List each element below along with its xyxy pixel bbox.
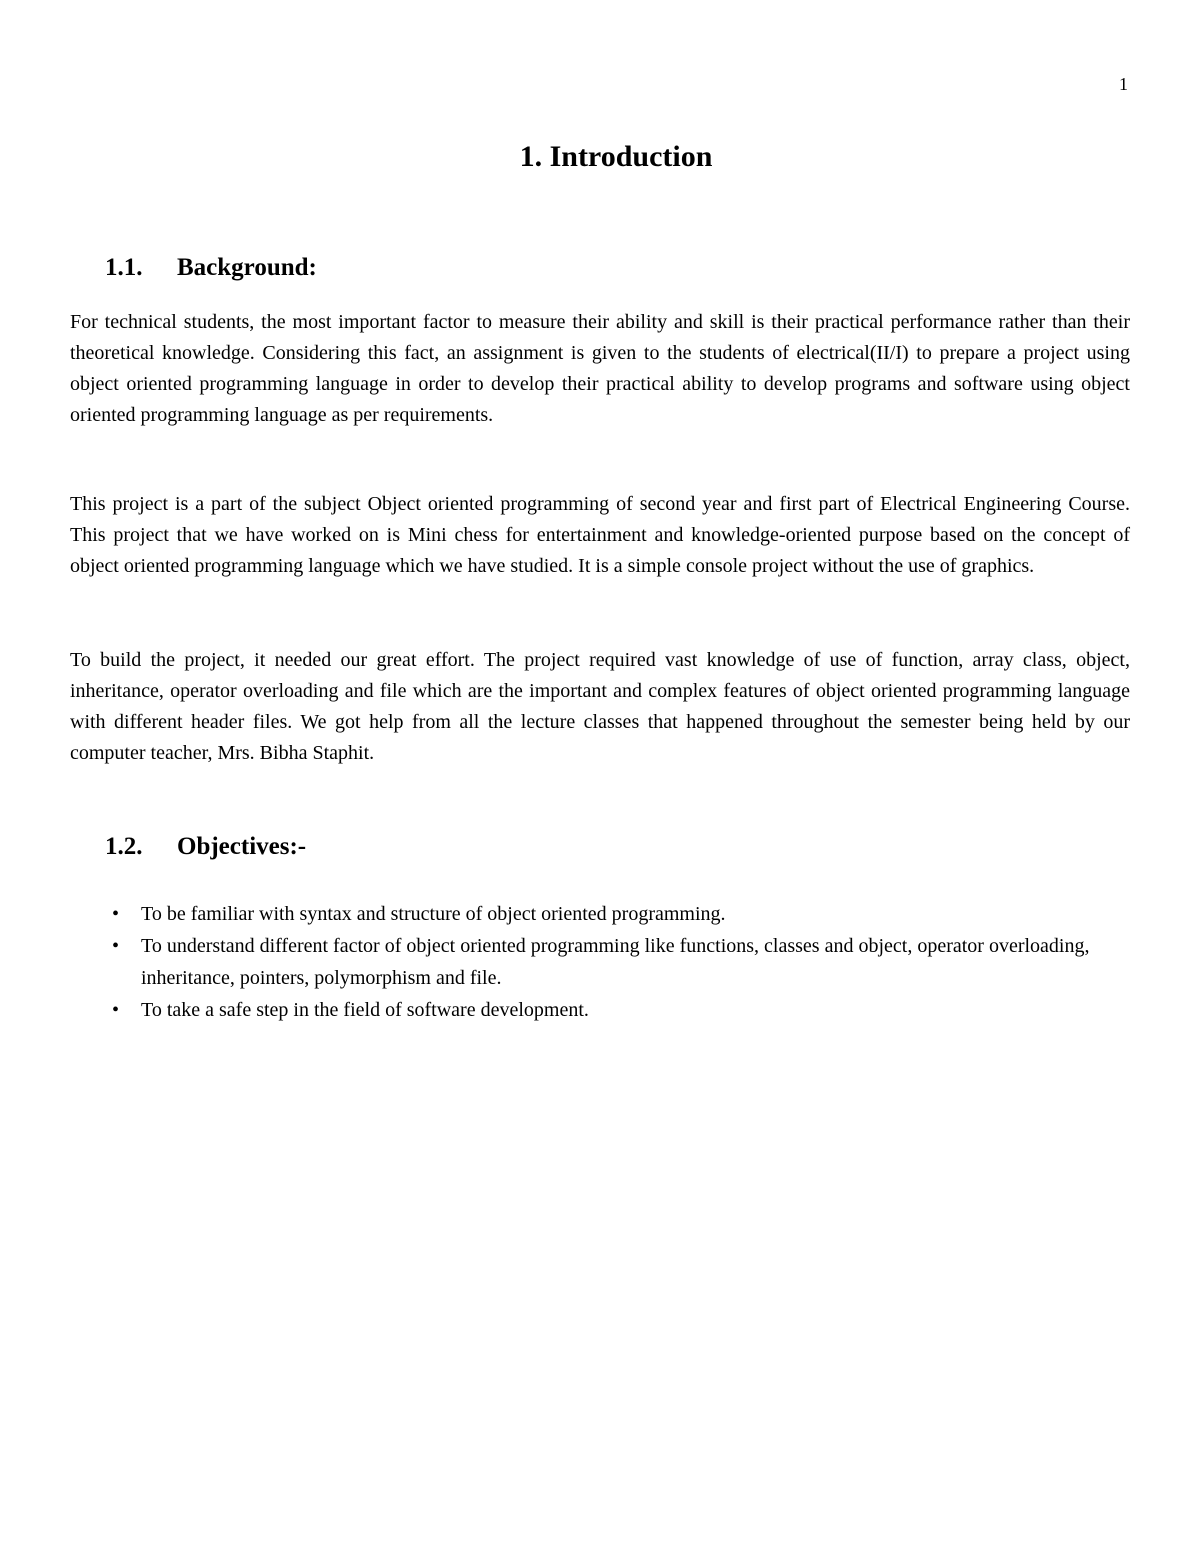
list-item bbox=[70, 930, 1130, 994]
section-heading-background bbox=[105, 254, 317, 282]
objectives-list bbox=[70, 898, 1130, 1026]
list-item-text: To be familiar with syntax and structure of object oriented programming. bbox=[141, 903, 726, 925]
chapter-title: 1. Introduction bbox=[519, 140, 713, 173]
background-paragraph-1: For technical students, the most important factor to measure their ability and skill is their practical performance rather than their theoretical knowledge. Considering this fact, an assignment is given to the students of electrical(II/I) to prepare a project using object oriented programming language in order to develop their practical ability to develop programs and software using object oriented programming language as per requirements. bbox=[70, 311, 1130, 426]
section-number: 1.1. bbox=[105, 254, 143, 281]
list-item bbox=[70, 898, 1130, 930]
section-number: 1.2. bbox=[105, 833, 143, 860]
page-number: 1 bbox=[1119, 74, 1128, 94]
list-item-text: To understand different factor of object oriented programming like functions, classes and object, operator overloading, inheritance, pointers, polymorphism and file. bbox=[141, 935, 1090, 989]
section-title: Objectives:- bbox=[177, 833, 307, 860]
background-paragraph-2: This project is a part of the subject Object oriented programming of second year and first part of Electrical Engineering Course. This project that we have worked on is Mini chess for entertainment and knowledge-oriented purpose based on the concept of object oriented programming language which we have studied. It is a simple console project without the use of graphics. bbox=[70, 493, 1130, 577]
bullet-icon: • bbox=[112, 935, 120, 957]
list-item bbox=[70, 994, 1130, 1026]
bullet-icon: • bbox=[112, 903, 120, 925]
bullet-icon: • bbox=[112, 999, 120, 1021]
background-paragraph-3: To build the project, it needed our great effort. The project required vast knowledge of use of function, array class, object, inheritance, operator overloading and file which are the important and complex features of object oriented programming language with different header files. We got help from all the lecture classes that happened throughout the semester being held by our computer teacher, Mrs. Bibha Staphit. bbox=[70, 649, 1130, 764]
section-heading-objectives bbox=[105, 833, 306, 861]
section-title: Background: bbox=[177, 254, 317, 281]
list-item-text: To take a safe step in the field of software development. bbox=[141, 999, 589, 1021]
